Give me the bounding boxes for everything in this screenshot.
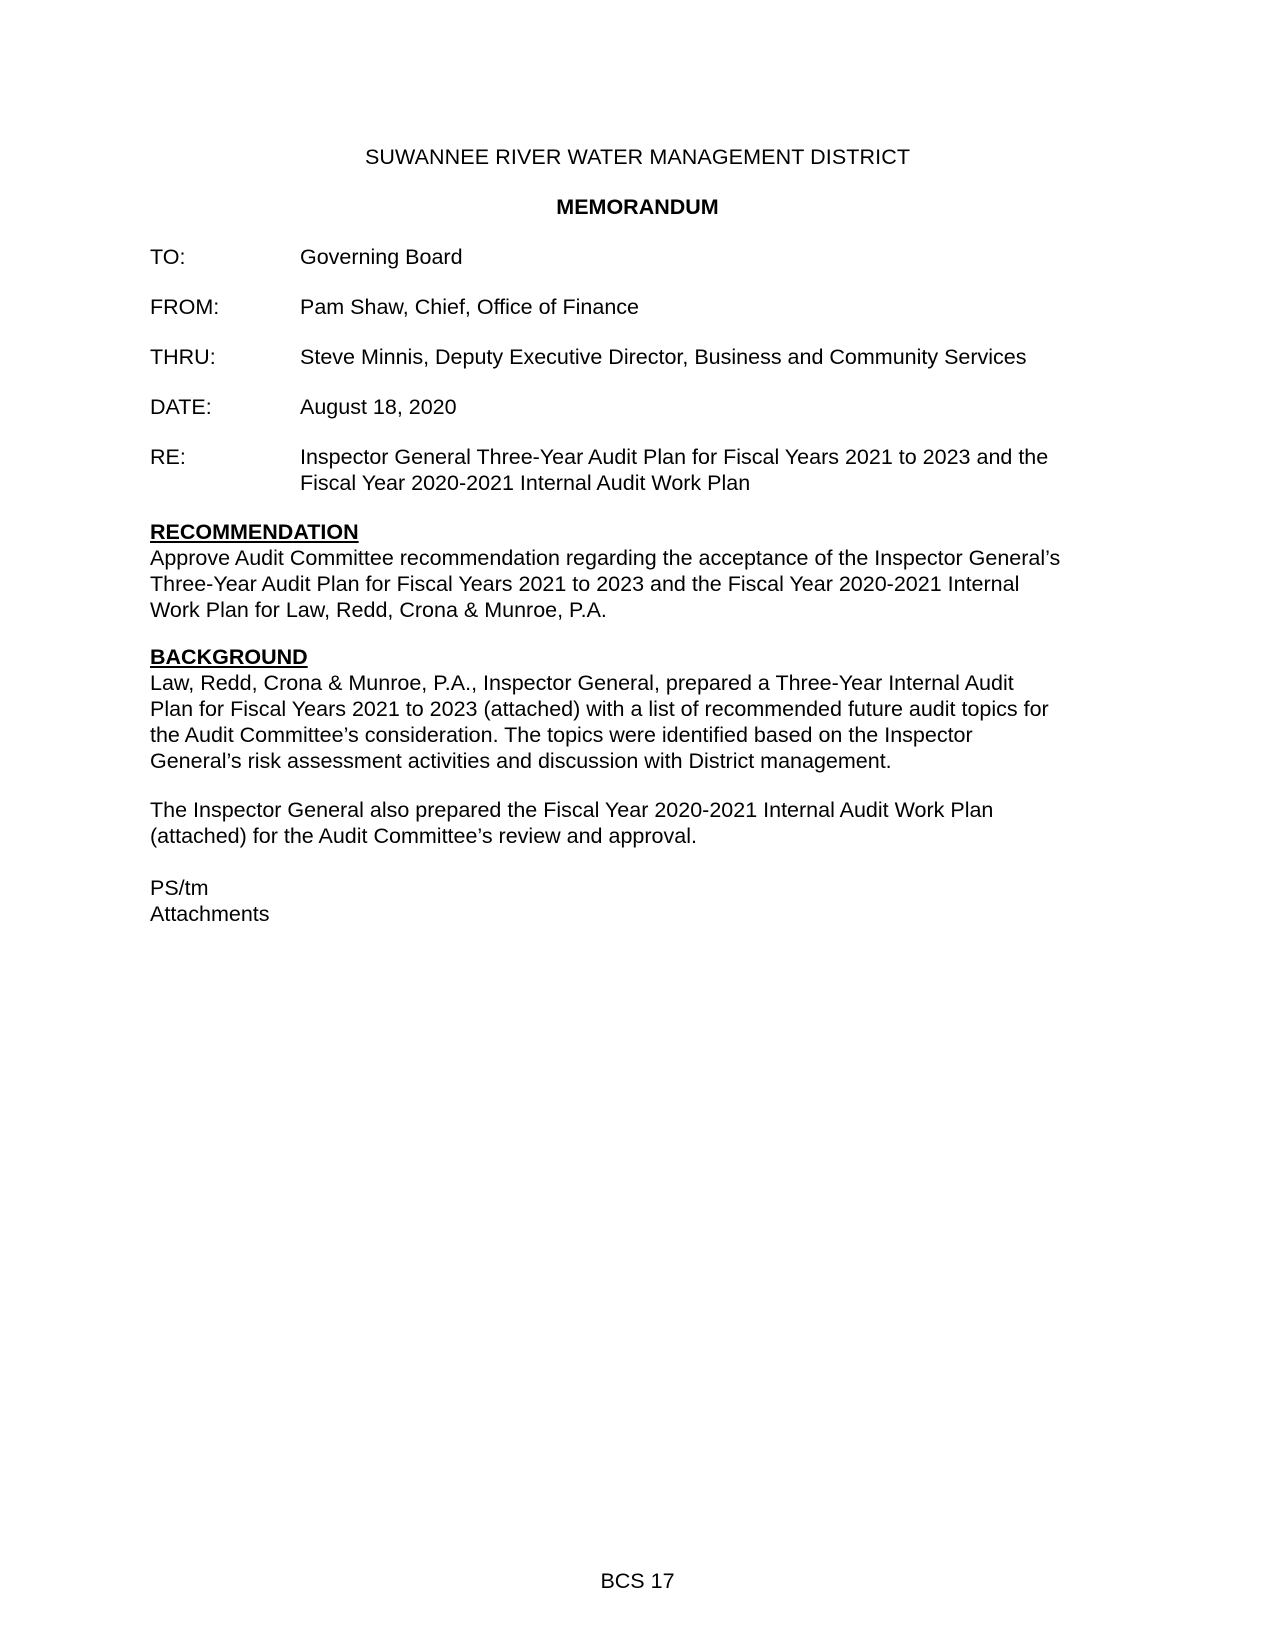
memo-title: MEMORANDUM <box>556 195 719 219</box>
closing-block <box>150 875 1140 927</box>
re-label: RE: <box>150 445 186 469</box>
background-line: The Inspector General also prepared the Fiscal Year 2020-2021 Internal Audit Work Plan <box>150 798 994 822</box>
recommendation-text <box>150 545 1140 623</box>
re-value <box>300 444 1130 496</box>
thru-value: Steve Minnis, Deputy Executive Director, Business and Community Services <box>300 345 1027 369</box>
organization-name: SUWANNEE RIVER WATER MANAGEMENT DISTRICT <box>364 145 911 169</box>
date-value: August 18, 2020 <box>300 395 457 419</box>
to-label: TO: <box>150 245 186 269</box>
background-line: Law, Redd, Crona & Munroe, P.A., Inspector General, prepared a Three-Year Internal Audit <box>150 671 1014 695</box>
background-paragraph-2 <box>150 797 1140 849</box>
attachments-note: Attachments <box>150 902 270 926</box>
recommendation-heading: RECOMMENDATION <box>150 520 359 544</box>
to-value: Governing Board <box>300 245 463 269</box>
recommendation-line: Work Plan for Law, Redd, Crona & Munroe, P.A. <box>150 598 607 622</box>
background-section <box>150 644 1140 774</box>
background-heading: BACKGROUND <box>150 645 308 669</box>
background-paragraph-1 <box>150 670 1140 774</box>
page-number: BCS 17 <box>600 1569 675 1593</box>
recommendation-line: Approve Audit Committee recommendation regarding the acceptance of the Inspector General’s <box>150 546 1061 570</box>
date-label: DATE: <box>150 395 212 419</box>
re-line: Fiscal Year 2020-2021 Internal Audit Work Plan <box>300 471 751 495</box>
background-line: General’s risk assessment activities and discussion with District management. <box>150 749 892 773</box>
background-line: the Audit Committee’s consideration. The topics were identified based on the Inspector <box>150 723 973 747</box>
from-value: Pam Shaw, Chief, Office of Finance <box>300 295 639 319</box>
background-paragraph-2-block <box>150 797 1140 849</box>
initials: PS/tm <box>150 876 209 900</box>
thru-label: THRU: <box>150 345 216 369</box>
recommendation-section <box>150 519 1140 623</box>
background-line: Plan for Fiscal Years 2021 to 2023 (attached) with a list of recommended future audit topics for <box>150 697 1049 721</box>
background-line: (attached) for the Audit Committee’s review and approval. <box>150 824 697 848</box>
from-label: FROM: <box>150 295 220 319</box>
re-line: Inspector General Three-Year Audit Plan for Fiscal Years 2021 to 2023 and the <box>300 445 1049 469</box>
recommendation-line: Three-Year Audit Plan for Fiscal Years 2021 to 2023 and the Fiscal Year 2020-2021 Internal <box>150 572 1020 596</box>
